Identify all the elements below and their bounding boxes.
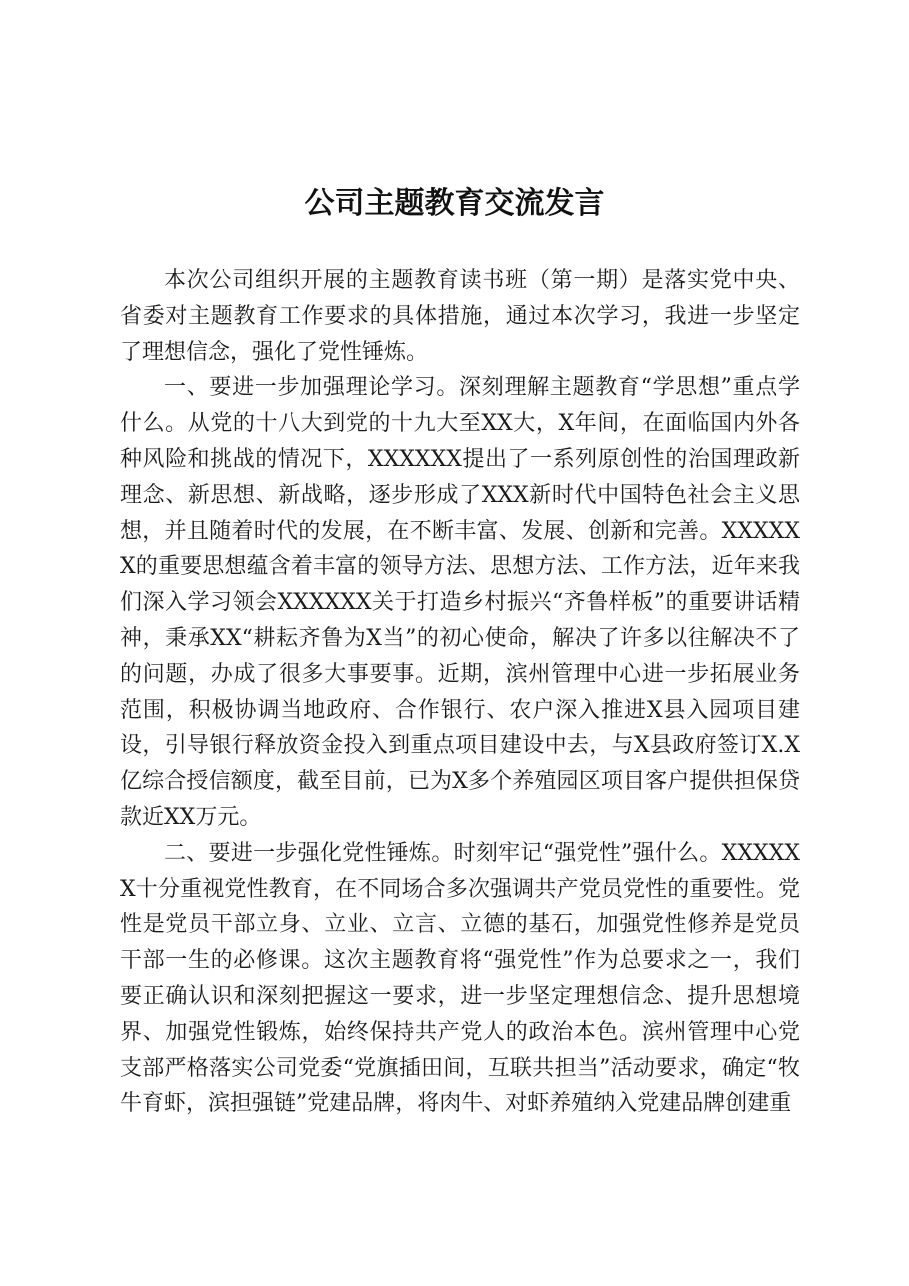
document-body bbox=[120, 263, 800, 1122]
paragraph-intro: 本次公司组织开展的主题教育读书班（第一期）是落实党中央、省委对主题教育工作要求的具体措施，通过本次学习，我进一步坚定了理想信念，强化了党性锤炼。 bbox=[120, 268, 800, 365]
paragraph-theory-study: 一、要进一步加强理论学习。深刻理解主题教育“学思想”重点学什么。从党的十八大到党的十九大至XX大，X年间，在面临国内外各种风险和挑战的情况下，XXXXXX提出了一系列原创性的治国理政新理念、新思想、新战略，逐步形成了XXX新时代中国特色社会主义思想，并且随着时代的发展，在不断丰富、发展、创新和完善。XXXXXX的重要思想蕴含着丰富的领导方法、思想方法、工作方法，近年来我们深入学习领会XXXXXX关于打造乡村振兴“齐鲁样板”的重要讲话精神，秉承XX“耕耘齐鲁为X当”的初心使命，解决了许多以往解决不了的问题，办成了很多大事要事。近期，滨州管理中心进一步拓展业务范围，积极协调当地政府、合作银行、农户深入推进X县入园项目建设，引导银行释放资金投入到重点项目建设中去，与X县政府签订X.X亿综合授信额度，截至目前，已为X多个养殖园区项目客户提供担保贷款近XX万元。 bbox=[120, 375, 800, 830]
document-title: 公司主题教育交流发言 bbox=[304, 186, 605, 221]
paragraph-party-spirit: 二、要进一步强化党性锤炼。时刻牢记“强党性”强什么。XXXXXX十分重视党性教育，在不同场合多次强调共产党员党性的重要性。党性是党员干部立身、立业、立言、立德的基石，加强党性修养是党员干部一生的必修课。这次主题教育将“强党性”作为总要求之一，我们要正确认识和深刻把握这一要求，进一步坚定理想信念、提升思想境界、加强党性锻炼，始终保持共产党人的政治本色。滨州管理中心党支部严格落实公司党委“党旗插田间，互联共担当”活动要求，确定“牧牛育虾，滨担强链”党建品牌，将肉牛、对虾养殖纳入党建品牌创建重 bbox=[120, 840, 800, 1117]
